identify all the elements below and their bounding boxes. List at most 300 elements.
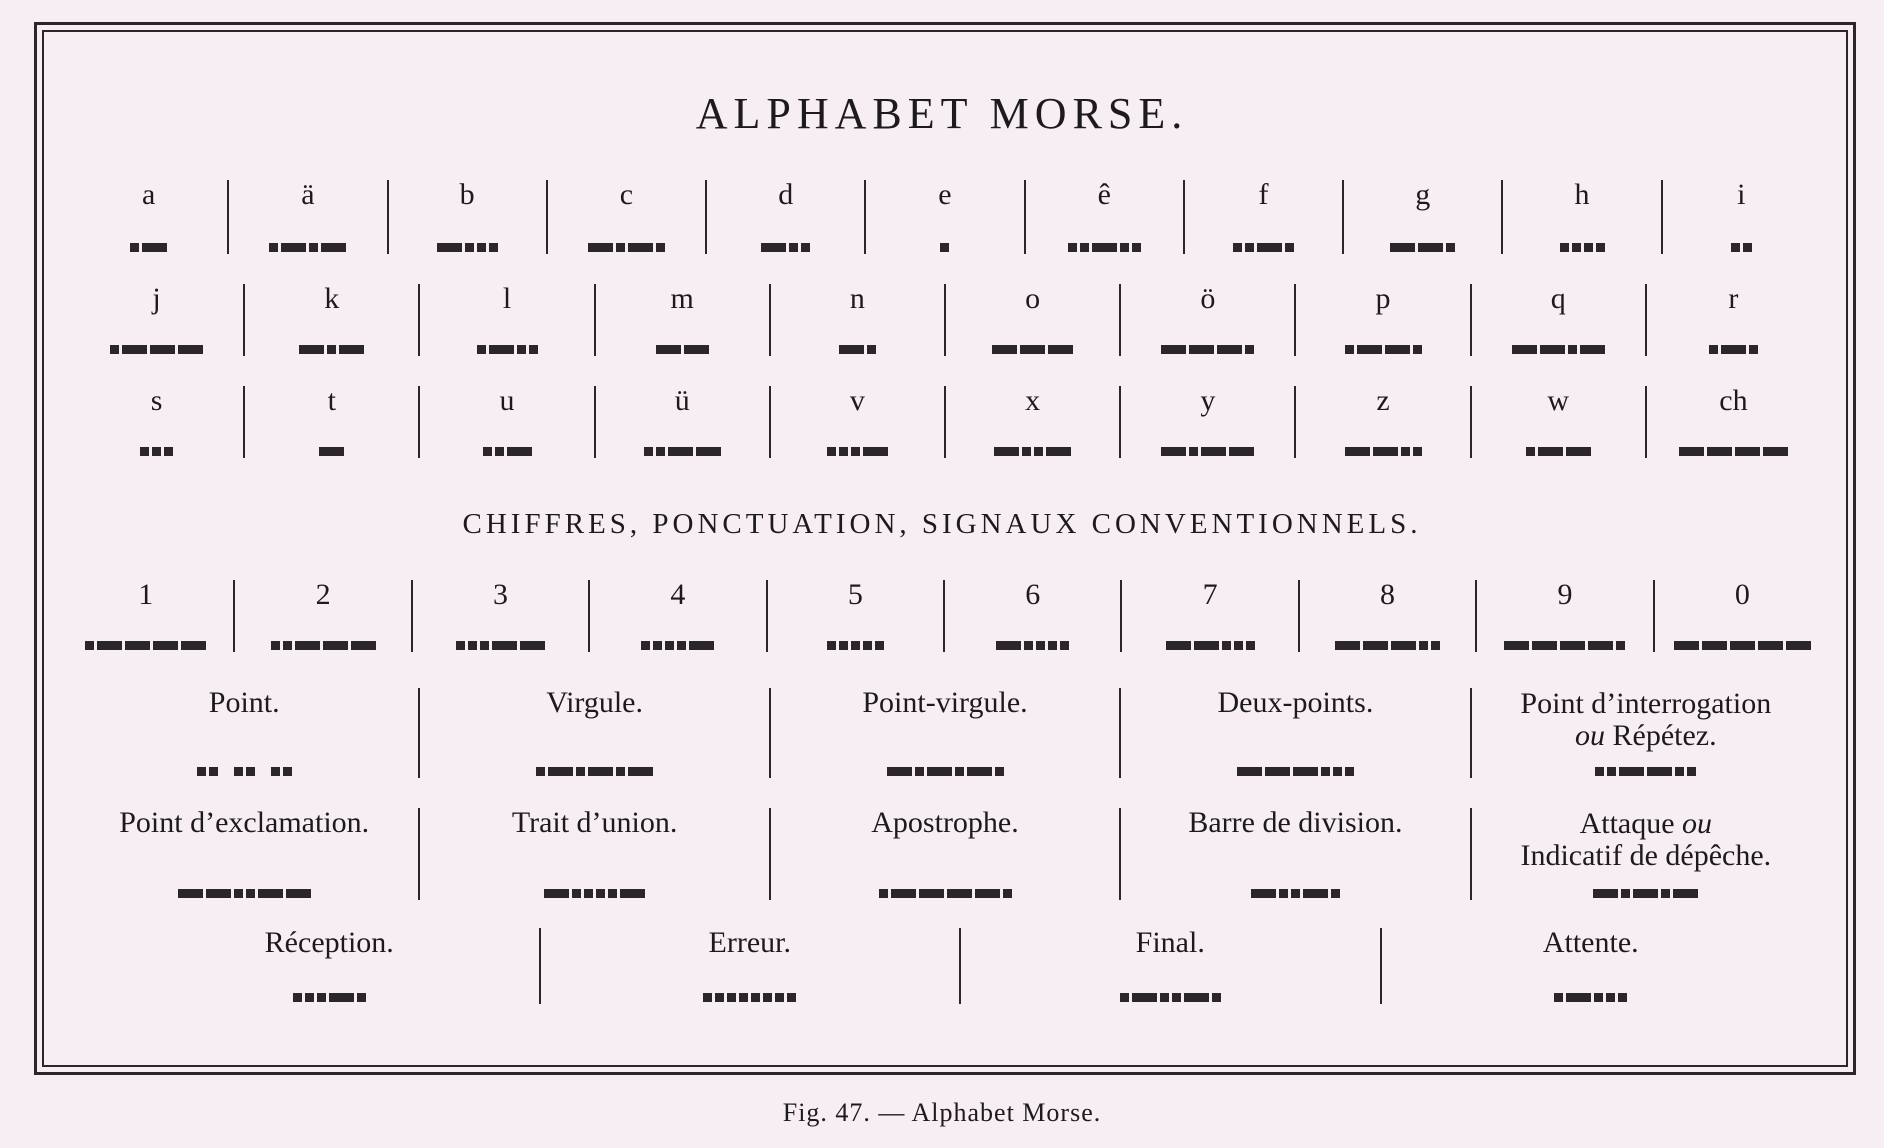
punctuation-cell (420, 688, 770, 778)
morse-dot (164, 447, 173, 456)
letter-cell (548, 180, 707, 254)
morse-dash (1786, 641, 1811, 650)
symbol-label: ö (1200, 282, 1216, 315)
morse-dash (1391, 641, 1416, 650)
digit-cell (590, 580, 767, 652)
morse-dash (1702, 641, 1727, 650)
morse-code (879, 886, 1012, 900)
morse-dash (281, 243, 306, 252)
morse-dot (955, 767, 964, 776)
label-text: Attaque (1579, 807, 1683, 840)
morse-code (588, 240, 665, 254)
morse-dash (1251, 889, 1276, 898)
morse-dash (628, 243, 653, 252)
morse-dash (1580, 345, 1605, 354)
morse-dot (751, 993, 760, 1002)
letter-cell (596, 386, 771, 458)
morse-code (1593, 886, 1698, 900)
morse-dash (295, 641, 320, 650)
morse-code (319, 444, 344, 458)
morse-dash (684, 345, 709, 354)
morse-code (140, 444, 173, 458)
morse-dot (1132, 243, 1141, 252)
morse-dash (1385, 345, 1410, 354)
label-line-2: Indicatif de dépêche. (1520, 838, 1772, 872)
symbol-label: m (670, 282, 694, 315)
symbol-label: 4 (670, 578, 686, 611)
morse-code (1068, 240, 1141, 254)
morse-dash (1721, 345, 1746, 354)
morse-dash (927, 767, 952, 776)
morse-dot (317, 993, 326, 1002)
morse-dot (703, 993, 712, 1002)
punctuation-cell (70, 688, 420, 778)
morse-code (1731, 240, 1752, 254)
symbol-label: o (1025, 282, 1041, 315)
morse-code (1237, 764, 1354, 778)
letter-cell (70, 180, 229, 254)
letters-row-1 (70, 180, 1820, 254)
punctuation-cell (771, 808, 1121, 900)
morse-dash (1345, 447, 1370, 456)
morse-dot (1584, 243, 1593, 252)
letter-cell (771, 284, 946, 356)
morse-dash (258, 889, 283, 898)
symbol-label: 1 (138, 578, 154, 611)
morse-code (1345, 342, 1422, 356)
morse-dash (437, 243, 462, 252)
morse-dash (656, 345, 681, 354)
symbol-label: Trait d’union. (511, 806, 678, 839)
morse-code (1120, 990, 1221, 1004)
morse-dash (1735, 447, 1760, 456)
morse-dot (1291, 889, 1300, 898)
morse-dot (85, 641, 94, 650)
morse-dot (1120, 993, 1129, 1002)
letter-cell (596, 284, 771, 356)
morse-code (1345, 444, 1422, 458)
morse-dot (1222, 641, 1231, 650)
morse-code (178, 886, 311, 900)
morse-dot (1234, 641, 1243, 650)
morse-dot (596, 889, 605, 898)
digits-row (58, 580, 1830, 652)
morse-code (544, 886, 645, 900)
morse-dot (477, 243, 486, 252)
morse-dot (616, 243, 625, 252)
morse-dash (1229, 447, 1254, 456)
morse-dot (327, 345, 336, 354)
symbol-label: ä (301, 178, 315, 211)
morse-dash (1092, 243, 1117, 252)
morse-dash (1679, 447, 1704, 456)
letter-cell (389, 180, 548, 254)
morse-dash (1633, 889, 1658, 898)
morse-code (1526, 444, 1591, 458)
symbol-label: b (459, 178, 475, 211)
letter-cell (707, 180, 866, 254)
morse-dot (1034, 447, 1043, 456)
symbol-label: Réception. (264, 926, 394, 959)
morse-dash (891, 889, 916, 898)
digit-cell (58, 580, 235, 652)
morse-dot (1245, 345, 1254, 354)
morse-dash (1237, 767, 1262, 776)
morse-dash (125, 641, 150, 650)
symbol-label: v (849, 384, 865, 417)
morse-dot (1596, 243, 1605, 252)
morse-code (994, 444, 1071, 458)
symbol-label: c (619, 178, 634, 211)
letter-cell (70, 386, 245, 458)
morse-dot (1345, 345, 1354, 354)
morse-code (293, 990, 366, 1004)
section-subtitle: CHIFFRES, PONCTUATION, SIGNAUX CONVENTIONNELS. (462, 508, 1422, 540)
morse-dot (839, 641, 848, 650)
signal-cell (961, 928, 1382, 1004)
letter-cell (1472, 386, 1647, 458)
morse-dash (181, 641, 206, 650)
morse-dash (1132, 993, 1157, 1002)
morse-dash (839, 345, 864, 354)
morse-dot (271, 641, 280, 650)
symbol-label: Deux-points. (1217, 686, 1374, 719)
morse-dot (1333, 767, 1342, 776)
symbol-label: 7 (1202, 578, 1218, 611)
morse-code (1709, 342, 1758, 356)
morse-dot (1024, 641, 1033, 650)
symbol-label: t (327, 384, 336, 417)
morse-dash (919, 889, 944, 898)
morse-dash (1265, 767, 1290, 776)
label-line-2 (1520, 720, 1771, 752)
punctuation-cell (70, 808, 420, 900)
morse-code (996, 638, 1069, 652)
morse-dash (489, 345, 514, 354)
morse-dash (97, 641, 122, 650)
morse-dash (1512, 345, 1537, 354)
morse-code (839, 342, 876, 356)
morse-dash (1357, 345, 1382, 354)
morse-dash (994, 447, 1019, 456)
morse-code (1335, 638, 1440, 652)
morse-code (1595, 764, 1696, 778)
morse-dash (1566, 993, 1591, 1002)
morse-dash (1161, 345, 1186, 354)
morse-dot (644, 447, 653, 456)
letter-cell (866, 180, 1025, 254)
morse-dash (178, 345, 203, 354)
morse-dot (653, 641, 662, 650)
symbol-label: ü (674, 384, 690, 417)
morse-dot (863, 641, 872, 650)
morse-code (827, 638, 884, 652)
letters-row-2 (70, 284, 1820, 356)
morse-code (644, 444, 721, 458)
label-line-1 (1520, 808, 1771, 840)
morse-dot (517, 345, 526, 354)
morse-code (197, 764, 292, 778)
morse-dot (1560, 243, 1569, 252)
label-italic: ou (1682, 807, 1713, 840)
morse-dot (305, 993, 314, 1002)
morse-dot (477, 345, 486, 354)
morse-dash (1763, 447, 1788, 456)
morse-dot (1003, 889, 1012, 898)
morse-code (1390, 240, 1455, 254)
morse-dash (1418, 243, 1443, 252)
morse-dot (1080, 243, 1089, 252)
morse-dot (110, 345, 119, 354)
morse-dot (787, 993, 796, 1002)
symbol-label: r (1728, 282, 1739, 315)
morse-dash (628, 767, 653, 776)
symbol-label: Attente. (1542, 926, 1639, 959)
morse-code (1166, 638, 1255, 652)
morse-dot (1120, 243, 1129, 252)
morse-dot (1526, 447, 1535, 456)
symbol-label: 6 (1025, 578, 1041, 611)
symbol-label: ch (1719, 384, 1748, 417)
morse-dot (1246, 641, 1255, 650)
morse-dot (1321, 767, 1330, 776)
morse-dot (234, 767, 243, 776)
morse-dot (1048, 641, 1057, 650)
morse-dot (1621, 889, 1630, 898)
symbol-label: p (1375, 282, 1391, 315)
morse-dash (1166, 641, 1191, 650)
morse-dash (996, 641, 1021, 650)
morse-dash (544, 889, 569, 898)
morse-dot (465, 243, 474, 252)
morse-dot (246, 889, 255, 898)
punctuation-row-1 (70, 688, 1820, 778)
punctuation-cell (1121, 688, 1471, 778)
symbol-label: g (1415, 178, 1431, 211)
morse-dot (739, 993, 748, 1002)
punctuation-row-2 (70, 808, 1820, 900)
figure-caption: Fig. 47. — Alphabet Morse. (782, 1098, 1102, 1127)
morse-dot (839, 447, 848, 456)
morse-code (887, 764, 1004, 778)
morse-dot (801, 243, 810, 252)
morse-dash (1201, 447, 1226, 456)
symbol-label: k (324, 282, 340, 315)
digit-cell (235, 580, 412, 652)
morse-code (456, 638, 545, 652)
morse-dash (588, 243, 613, 252)
morse-dash (153, 641, 178, 650)
morse-dot (1060, 641, 1069, 650)
morse-code (110, 342, 203, 356)
symbol-label: i (1737, 178, 1746, 211)
digit-cell (1477, 580, 1654, 652)
morse-dot (1618, 993, 1627, 1002)
morse-dot (763, 993, 772, 1002)
symbol-label: j (152, 282, 161, 315)
morse-dash (329, 993, 354, 1002)
morse-dot (677, 641, 686, 650)
morse-dot (283, 641, 292, 650)
morse-dot (665, 641, 674, 650)
morse-dot (1661, 889, 1670, 898)
symbol-label: ê (1097, 178, 1111, 211)
symbol-label: 5 (847, 578, 863, 611)
morse-dash (323, 641, 348, 650)
morse-dot (468, 641, 477, 650)
morse-dot (1189, 447, 1198, 456)
morse-code (761, 240, 810, 254)
morse-dash (975, 889, 1000, 898)
morse-dot (1245, 243, 1254, 252)
morse-dash (1293, 767, 1318, 776)
morse-dot (1431, 641, 1440, 650)
morse-dash (1189, 345, 1214, 354)
morse-dot (584, 889, 593, 898)
letter-cell (1344, 180, 1503, 254)
letter-cell (1503, 180, 1662, 254)
morse-dash (492, 641, 517, 650)
morse-dash (689, 641, 714, 650)
morse-dash (1540, 345, 1565, 354)
morse-dot (1345, 767, 1354, 776)
letter-cell (70, 284, 245, 356)
morse-dot (1068, 243, 1077, 252)
morse-code (1161, 342, 1254, 356)
morse-dash (947, 889, 972, 898)
symbol-label: x (1025, 384, 1041, 417)
symbol-label (1520, 808, 1771, 871)
letters-row-3 (70, 386, 1820, 458)
morse-dash (620, 889, 645, 898)
symbol-label: Barre de division. (1188, 806, 1403, 839)
morse-dot (283, 767, 292, 776)
letter-cell (1647, 386, 1820, 458)
morse-code (827, 444, 888, 458)
morse-dot (1413, 345, 1422, 354)
digit-cell (413, 580, 590, 652)
morse-dot (775, 993, 784, 1002)
morse-dot (789, 243, 798, 252)
morse-dot (656, 447, 665, 456)
letter-cell (420, 386, 595, 458)
morse-dot (140, 447, 149, 456)
morse-dash (1674, 641, 1699, 650)
morse-dot (1743, 243, 1752, 252)
symbol-label: Virgule. (546, 686, 643, 719)
morse-dot (1419, 641, 1428, 650)
morse-dash (339, 345, 364, 354)
morse-dash (668, 447, 693, 456)
morse-dot (309, 243, 318, 252)
morse-dash (206, 889, 231, 898)
symbol-label: q (1550, 282, 1566, 315)
morse-code (130, 240, 167, 254)
morse-dash (1257, 243, 1282, 252)
morse-dot (572, 889, 581, 898)
morse-dot (608, 889, 617, 898)
morse-dot (641, 641, 650, 650)
morse-code (477, 342, 538, 356)
symbol-label: s (150, 384, 163, 417)
signal-cell (541, 928, 962, 1004)
symbol-label: 2 (315, 578, 331, 611)
morse-dot (529, 345, 538, 354)
morse-dash (887, 767, 912, 776)
morse-dash (1373, 447, 1398, 456)
punctuation-cell (1472, 808, 1820, 900)
digit-cell (945, 580, 1122, 652)
morse-dot (1595, 767, 1604, 776)
letter-cell (1121, 284, 1296, 356)
morse-code (1161, 444, 1254, 458)
morse-dot (1160, 993, 1169, 1002)
morse-code (992, 342, 1073, 356)
morse-dot (1594, 993, 1603, 1002)
letter-cell (1185, 180, 1344, 254)
morse-dot (915, 767, 924, 776)
morse-dash (1161, 447, 1186, 456)
symbol-label: 3 (493, 578, 509, 611)
morse-dash (992, 345, 1017, 354)
morse-dash (548, 767, 573, 776)
morse-dash (178, 889, 203, 898)
morse-dot (1285, 243, 1294, 252)
morse-dot (1331, 889, 1340, 898)
morse-dash (122, 345, 147, 354)
morse-dash (1335, 641, 1360, 650)
symbol-label: w (1547, 384, 1570, 417)
label-italic: ou (1575, 718, 1606, 752)
morse-dash (863, 447, 888, 456)
symbol-label: 9 (1557, 578, 1573, 611)
punctuation-cell (1472, 688, 1820, 778)
morse-dot (1607, 767, 1616, 776)
morse-code (483, 444, 532, 458)
morse-dot (879, 889, 888, 898)
morse-dot (1036, 641, 1045, 650)
morse-dot (483, 447, 492, 456)
morse-dash (1020, 345, 1045, 354)
morse-dash (319, 447, 344, 456)
morse-code (1554, 990, 1627, 1004)
symbol-label (1520, 688, 1771, 751)
morse-dot (656, 243, 665, 252)
morse-dot (246, 767, 255, 776)
morse-dot (940, 243, 949, 252)
morse-dot (1554, 993, 1563, 1002)
morse-code (1560, 240, 1605, 254)
morse-dot (130, 243, 139, 252)
morse-code (437, 240, 498, 254)
label-text: Répétez. (1605, 718, 1717, 752)
morse-code (656, 342, 709, 356)
morse-code (269, 240, 346, 254)
morse-dot (489, 243, 498, 252)
morse-dot (616, 767, 625, 776)
morse-dash (1566, 447, 1591, 456)
morse-dot (234, 889, 243, 898)
letter-cell (1026, 180, 1185, 254)
morse-code (271, 638, 376, 652)
signal-cell (120, 928, 541, 1004)
morse-dash (321, 243, 346, 252)
symbol-label: Point. (208, 686, 280, 719)
morse-dot (827, 447, 836, 456)
morse-code (703, 990, 796, 1004)
morse-dash (1184, 993, 1209, 1002)
symbol-label: l (502, 282, 512, 315)
